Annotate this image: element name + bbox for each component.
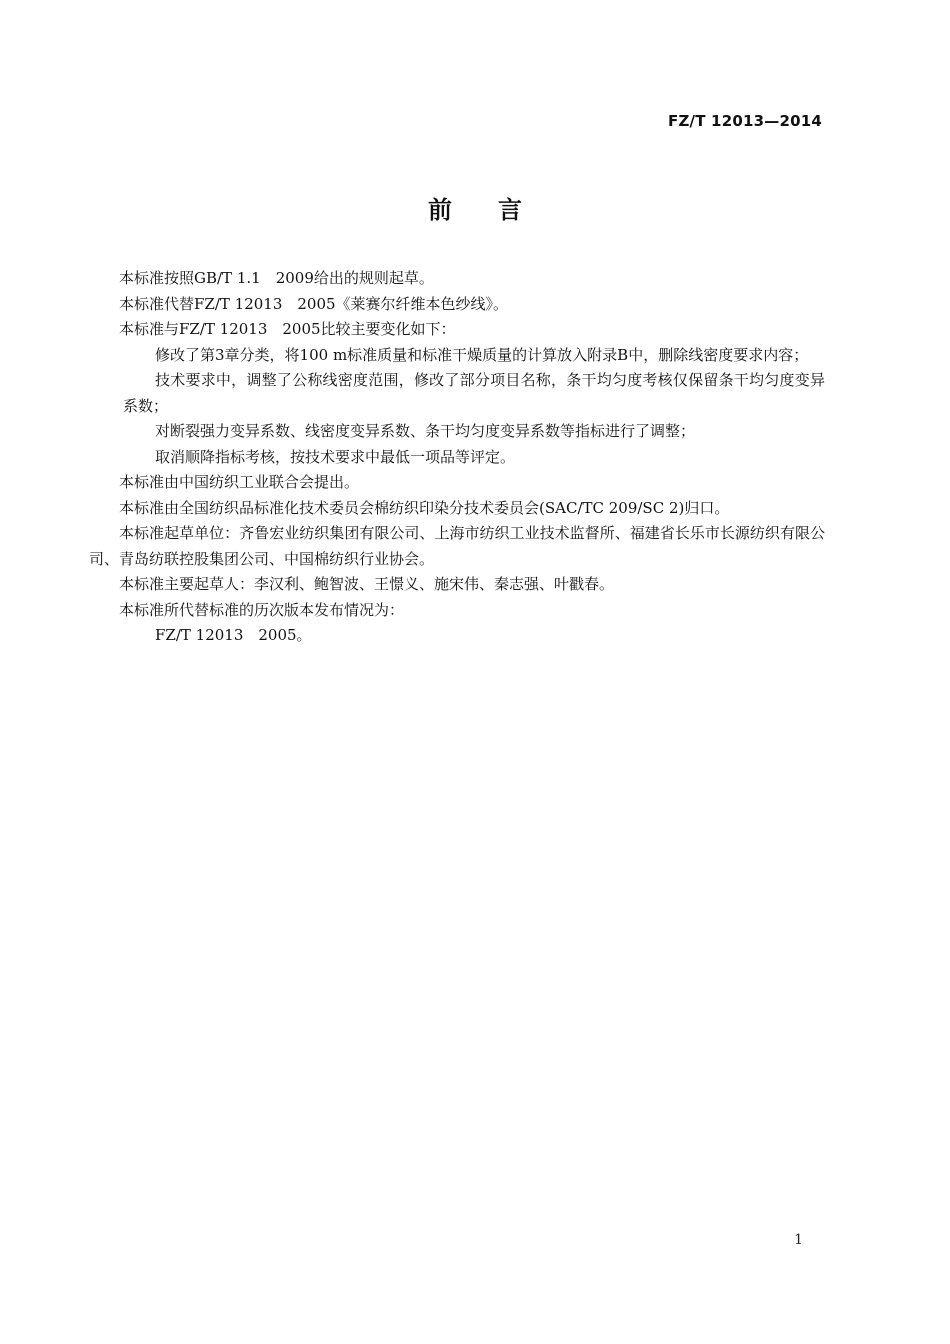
preface-body [89,266,825,649]
paragraph-administered-by: 本标准由全国纺织品标准化技术委员会棉纺织印染分技术委员会(SAC/TC 209/SC 2)归口。 [119,498,730,517]
paragraph-replaces: 本标准代替FZ/T 12013 2005《莱赛尔纤维本色纱线》。 [119,294,509,313]
paragraph-version-history: 本标准所代替标准的历次版本发布情况为： [119,600,405,619]
paragraph-drafting-rules: 本标准按照GB/T 1.1 2009给出的规则起草。 [119,269,434,287]
paragraph-main-changes: 本标准与FZ/T 12013 2005比较主要变化如下： [119,320,456,338]
change-item: 对断裂强力变异系数、线密度变异系数、条干均匀度变异系数等指标进行了调整； [155,422,696,440]
preface-title [0,190,950,225]
page-number: 1 [794,1232,803,1248]
preface-title-char-1: 前 [428,196,452,224]
change-item: 修改了第3章分类，将100 m标准质量和标准干燥质量的计算放入附录B中，删除线密度要求内容； [155,345,809,364]
change-item: 取消顺降指标考核，按技术要求中最低一项品等评定。 [155,447,516,466]
standard-code: FZ/T 12013—2014 [668,112,822,130]
previous-version-item: FZ/T 12013 2005。 [155,626,312,644]
paragraph-drafting-units: 本标准起草单位：齐鲁宏业纺织集团有限公司、上海市纺织工业技术监督所、福建省长乐市长源纺织有限公司、青岛纺联控股集团公司、中国棉纺织行业协会。 [89,524,825,568]
paragraph-proposed-by: 本标准由中国纺织工业联合会提出。 [119,473,360,491]
preface-title-char-2: 言 [498,196,522,224]
change-item: 技术要求中，调整了公称线密度范围，修改了部分项目名称，条干均匀度考核仅保留条干均匀度变异系数； [123,371,825,415]
paragraph-drafters: 本标准主要起草人：李汉利、鲍智波、王憬义、施宋伟、秦志强、叶戳春。 [119,575,615,593]
